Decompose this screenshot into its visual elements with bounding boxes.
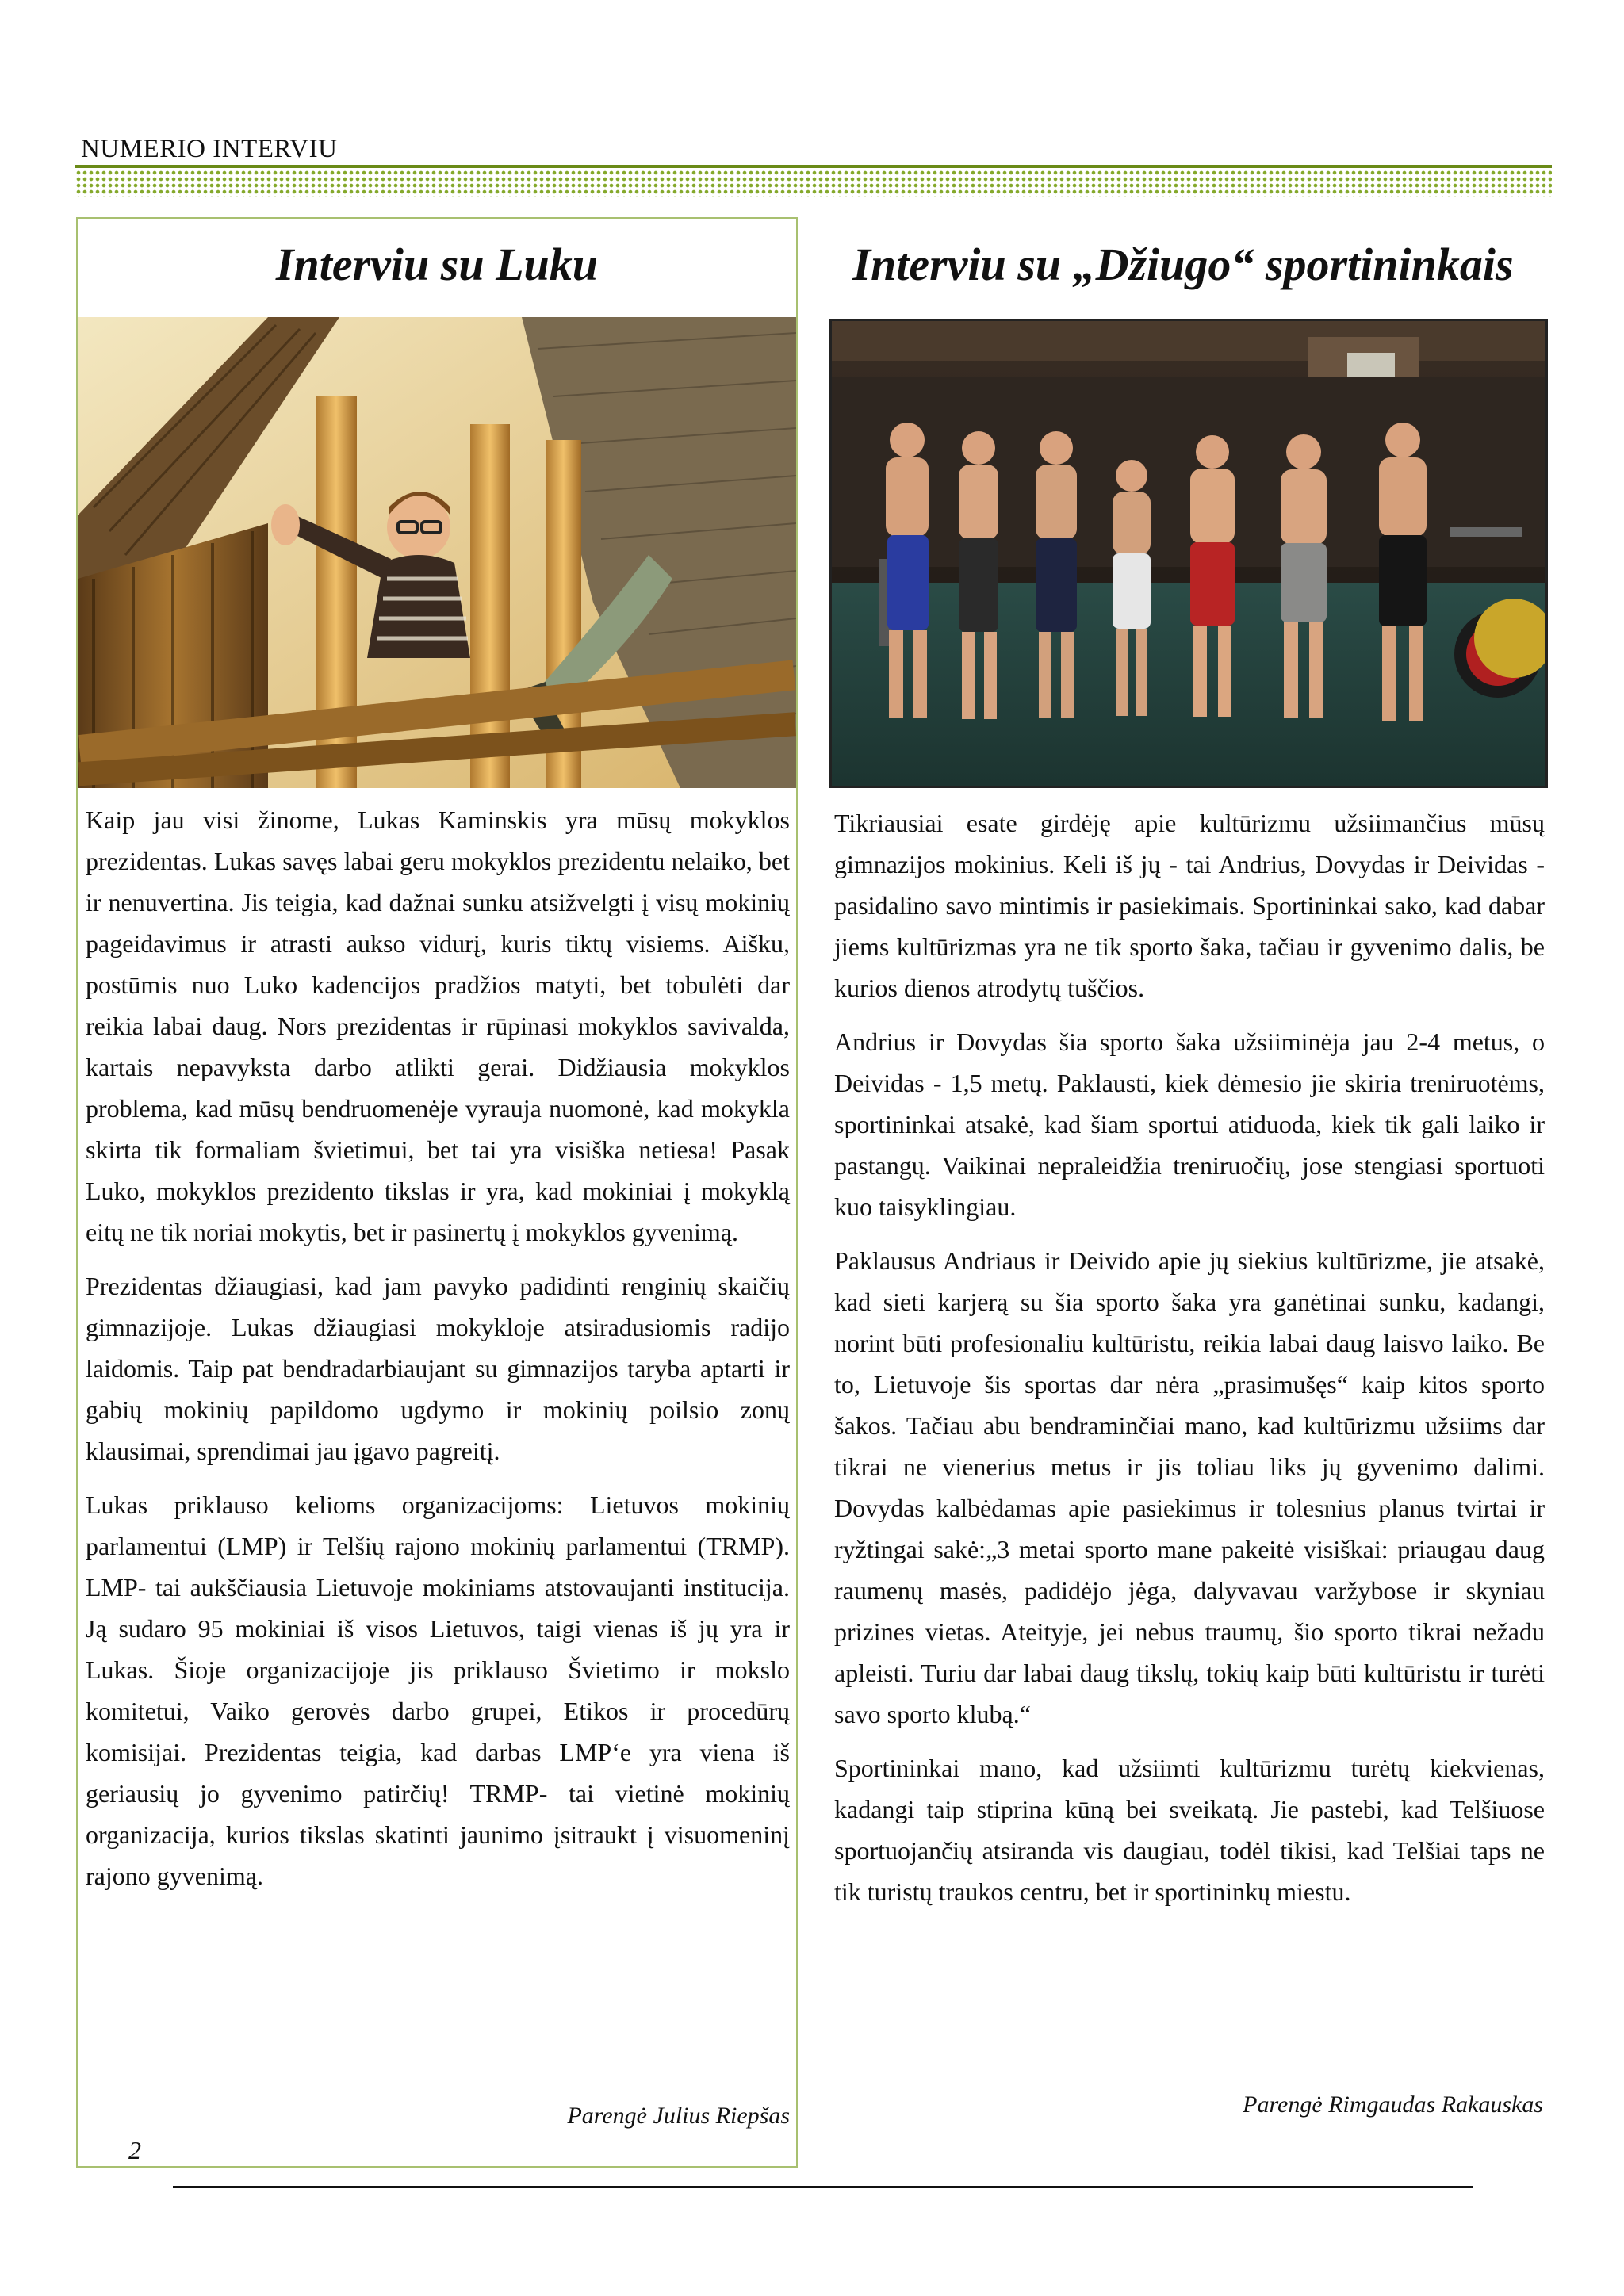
right-article-signature: Parengė Rimgaudas Rakauskas bbox=[1243, 2091, 1543, 2118]
left-article-paragraph: Kaip jau visi žinome, Lukas Kaminskis yra mūsų mokyklos prezidentas. Lukas savęs labai geru mokyklos prezidentu nelaiko, bet ir nenuvertina. Jis teigia, kad dažnai sunku atsižvelgti į visų mokinių pageidavimus ir atrasti aukso vidurį, kuris tiktų visiems. Aišku, postūmis nuo Luko kadencijos pradžios matyti, bet tobulėti dar reikia labai daug. Nors prezidentas ir rūpinasi mokyklos savivalda, kartais nepavyksta darbo atlikti gerai. Didžiausia mokyklos problema, kad mūsų bendruomenėje vyrauja nuomonė, kad mokykla skirta tik formaliam švietimui, bet tai yra visiška netiesa! Pasak Luko, mokyklos prezidento tikslas ir yra, kad mokiniai į mokyklą eitų ne tik noriai mokytis, bet ir pasinertų į mokyklos gyvenimą. bbox=[86, 806, 790, 1246]
left-article-body bbox=[86, 799, 790, 1909]
footer-rule bbox=[173, 2186, 1473, 2188]
left-article-paragraph: Lukas priklauso kelioms organizacijoms: Lietuvos mokinių parlamentui (LMP) ir Telšių rajono mokinių parlamentui (TRMP). LMP- tai aukščiausia Lietuvoje mokiniams atstovaujanti institucija. Ją sudaro 95 mokiniai iš visos Lietuvos, taigi vienas iš jų yra ir Lukas. Šioje organizacijoje jis priklauso Švietimo ir mokslo komitetui, Vaiko gerovės darbo grupei, Etikos ir procedūrų komisijai. Prezidentas teigia, kad darbas LMP‘e yra viena iš geriausių jo gyvenimo patirčių! TRMP- tai vietinė mokinių organizacija, kurios tikslas skatinti jaunimo įsitraukt į visuomeninį rajono gyvenimą. bbox=[86, 1490, 790, 1890]
left-article-paragraph: Prezidentas džiaugiasi, kad jam pavyko padidinti renginių skaičių gimnazijoje. Lukas džiaugiasi mokykloje atsiradusiomis radijo laidomis. Taip pat bendradarbiaujant su gimnazijos taryba aptarti ir gabių mokinių papildomo ugdymo ir mokinių poilsio zonų klausimai, sprendimai jau įgavo pagreitį. bbox=[86, 1272, 790, 1465]
right-article-body bbox=[834, 802, 1545, 1925]
left-article-signature: Parengė Julius Riepšas bbox=[567, 2103, 790, 2129]
right-article-paragraph: Andrius ir Dovydas šia sporto šaka užsiiminėja jau 2-4 metus, o Deividas - 1,5 metų. Paklausti, kiek dėmesio jie skiria treniruotėms, sportininkai atsakė, kad šiam sportui atiduoda, kiek tik gali laiko ir pastangų. Vaikinai nepraleidžia treniruočių, jose stengiasi sportuoti kuo taisyklingiau. bbox=[834, 1027, 1545, 1221]
right-article-paragraph: Paklausus Andriaus ir Deivido apie jų siekius kultūrizme, jie atsakė, kad sieti karjerą su šia sporto šaka yra ganėtinai sunku, kadangi, norint būti profesionaliu kultūristu, reikia labai daug laisvo laiko. Be to, Lietuvoje šis sportas dar nėra „prasimušęs“ kaip kitos sporto šakos. Tačiau abu bendraminčiai mano, kad kultūrizmu užsiims dar tikrai ne vienerius metus ir jis toliau liks jų gyvenimo dalimi. Dovydas kalbėdamas apie pasiekimus ir tolesnius planus tvirtai ir ryžtingai sakė:„3 metai sporto mane pakeitė visiškai: priaugau daug raumenų masės, padidėjo jėga, dalyvavau varžybose ir skyniau prizines vietas. Ateityje, jei nebus traumų, šio sporto tikrai nežadu apleisti. Turiu dar labai daug tikslų, tokių kaip būti kultūristu ir turėti savo sporto klubą.“ bbox=[834, 1246, 1545, 1728]
right-article-paragraph: Tikriausiai esate girdėję apie kultūrizmu užsiimančius mūsų gimnazijos mokinius. Keli iš jų - tai Andrius, Dovydas ir Deividas - pasidalino savo mintimis ir pasiekimais. Sportininkai sako, kad dabar jiems kultūrizmas yra ne tik sporto šaka, tačiau ir gyvenimo dalis, be kurios dienos atrodytų tuščios. bbox=[834, 809, 1545, 1002]
section-label: NUMERIO INTERVIU bbox=[81, 135, 338, 163]
right-article-paragraph: Sportininkai mano, kad užsiimti kultūrizmu turėtų kiekvienas, kadangi taip stiprina kūną bei sveikatą. Jie pastebi, kad Telšiuose sportuojančių atsiranda vis daugiau, todėl tikisi, kad Telšiai taps ne tik turistų traukos centru, bet ir sportininkų miestu. bbox=[834, 1754, 1545, 1906]
page-number: 2 bbox=[128, 2136, 141, 2164]
left-article-title: Interviu su Luku bbox=[275, 239, 599, 290]
section-rule bbox=[75, 165, 1552, 168]
dotted-divider bbox=[75, 170, 1552, 197]
photo-group-gym bbox=[829, 319, 1548, 788]
photo-portrait-wooden-tower bbox=[78, 317, 796, 788]
right-article-title: Interviu su „Džiugo“ sportininkais bbox=[852, 239, 1514, 290]
